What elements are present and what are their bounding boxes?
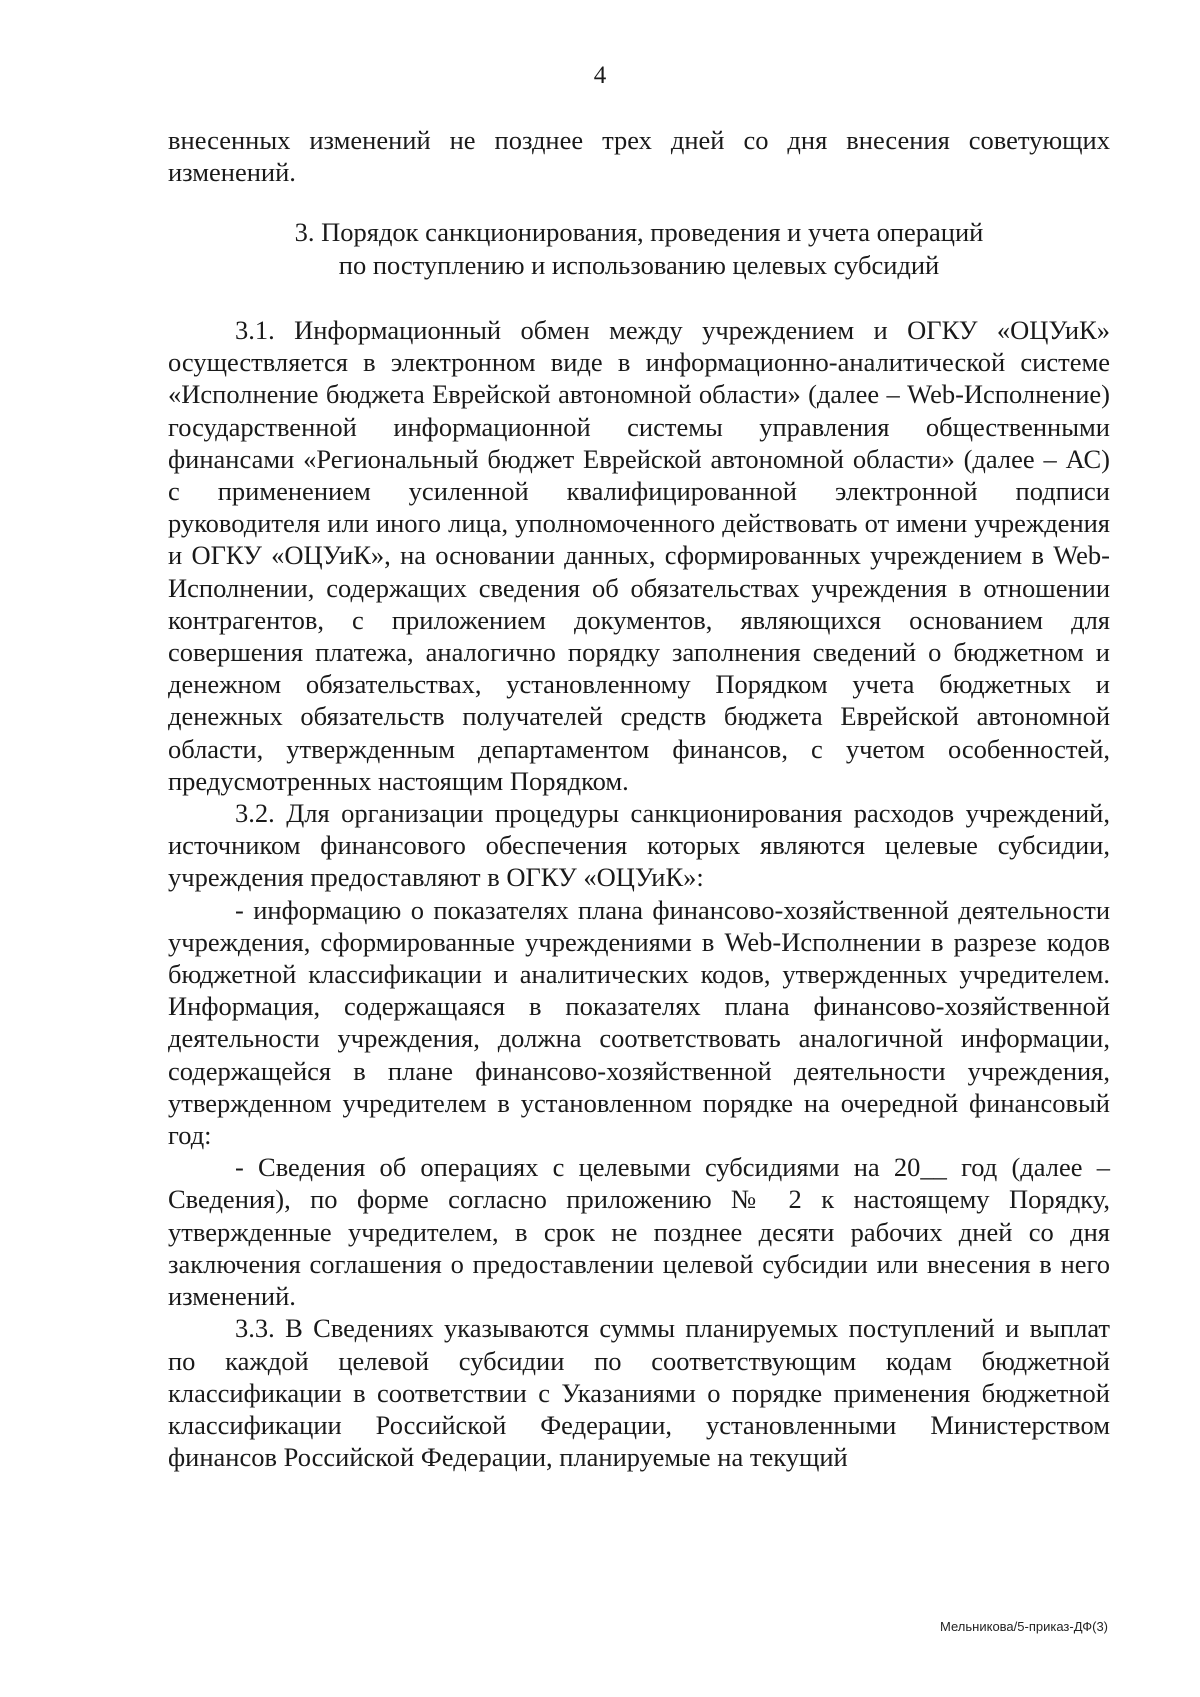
section-heading bbox=[168, 216, 1110, 281]
paragraph-3-1: 3.1. Информационный обмен между учреждением и ОГКУ «ОЦУиК» осуществляется в электронном виде в информационно-аналитической системе «Исполнение бюджета Еврейской автономной области» (далее – Web-Исполнение) государственной информационной системы управления общественными финансами «Региональный бюджет Еврейской автономной области» (далее – АС) с применением усиленной квалифицированной электронной подписи руководителя или иного лица, уполномоченного действовать от имени учреждения и ОГКУ «ОЦУиК», на основании данных, сформированных учреждением в Web-Исполнении, содержащих сведения об обязательствах учреждения в отношении контрагентов, с приложением документов, являющихся основанием для совершения платежа, аналогично порядку заполнения сведений о бюджетном и денежном обязательствах, установленному Порядком учета бюджетных и денежных обязательств получателей средств бюджета Еврейской автономной области, утвержденным департаментом финансов, с учетом особенностей, предусмотренных настоящим Порядком. bbox=[168, 315, 1110, 796]
continuation-text: внесенных изменений не позднее трех дней со дня внесения советующих изменений. bbox=[168, 125, 1110, 188]
list-item-subsidy-info: - Сведения об операциях с целевыми субсидиями на 20__ год (далее – Сведения), по форме согласно приложению № 2 к настоящему Порядку, утвержденные учредителем, в срок не позднее десяти рабочих дней со дня заключения соглашения о предоставлении целевой субсидии или внесения в него изменений. bbox=[168, 1152, 1110, 1312]
page-number: 4 bbox=[593, 62, 607, 89]
footer-document-code: Мельникова/5-приказ-ДФ(3) bbox=[940, 1619, 1108, 1634]
section-title-line-1: 3. Порядок санкционирования, проведения и учета операций bbox=[294, 217, 984, 247]
list-item-plan-indicators: - информацию о показателях плана финансово-хозяйственной деятельности учреждения, сформированные учреждениями в Web-Исполнении в разрезе кодов бюджетной классификации и аналитических кодов, утвержденных учредителем. Информация, содержащаяся в показателях плана финансово-хозяйственной деятельности учреждения, должна соответствовать аналогичной информации, содержащейся в плане финансово-хозяйственной деятельности учреждения, утвержденном учредителем в установленном порядке на очередной финансовый год: bbox=[168, 894, 1110, 1151]
section-body bbox=[168, 314, 1110, 1473]
section-title-line-2: по поступлению и использованию целевых субсидий bbox=[338, 249, 940, 280]
continuation-paragraph bbox=[168, 124, 1110, 188]
paragraph-3-2: 3.2. Для организации процедуры санкционирования расходов учреждений, источником финансового обеспечения которых являются целевые субсидии, учреждения предоставляют в ОГКУ «ОЦУиК»: bbox=[168, 798, 1110, 893]
paragraph-3-3: 3.3. В Сведениях указываются суммы планируемых поступлений и выплат по каждой целевой субсидии по соответствующим кодам бюджетной классификации в соответствии с Указаниями о порядке применения бюджетной классификации Российской Федерации, установленными Министерством финансов Российской Федерации, планируемые на текущий bbox=[168, 1313, 1110, 1473]
